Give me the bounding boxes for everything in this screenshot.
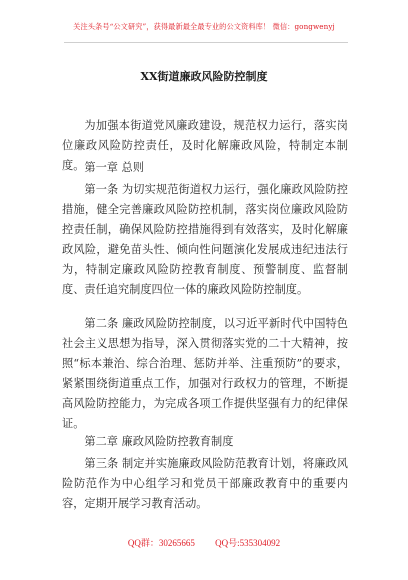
article-2-paragraph: 第二条 廉政风险防控制度，以习近平新时代中国特色社会主义思想为指导，深入贯彻落实党的二十大精神，按照“标本兼治、综合治理、惩防并举、注重预防”的要求，紧紧围绕街道重点工作，加强对行政权力的管理，不断提高风险防控能力，为完成各项工作提供坚强有力的纪律保证。 bbox=[62, 317, 348, 430]
document-title: XX街道廉政风险防控制度 bbox=[140, 70, 268, 83]
footer-qq-number: QQ号:535304092 bbox=[215, 538, 281, 548]
intro-paragraph: 为加强本街道党风廉政建设，规范权力运行，落实岗位廉政风险防控责任，及时化解廉政风险，特制定本制度。 bbox=[62, 119, 348, 172]
chapter-1-heading: 第一章 总则 bbox=[84, 161, 144, 174]
chapter-2-heading: 第二章 廉政风险防控教育制度 bbox=[84, 435, 234, 448]
header-divider bbox=[64, 42, 348, 43]
footer-qq-group: QQ群：30265665 bbox=[127, 538, 195, 548]
article-3-paragraph: 第三条 制定并实施廉政风险防范教育计划，将廉政风险防范作为中心组学习和党员干部廉政教育中的重要内容，定期开展学习教育活动。 bbox=[62, 457, 348, 510]
header-banner: 关注头条号“公文研究”，获得最新最全最专业的公文资料库！ 微信：gongwenyj bbox=[73, 22, 335, 31]
article-1-paragraph: 第一条 为切实规范街道权力运行，强化廉政风险防控措施，健全完善廉政风险防控机制，落实岗位廉政风险防控责任制，确保风险防控措施得到有效落实，及时化解廉政风险，避免苗头性、倾向性问题演化发展成违纪违法行为，特制定廉政风险防控教育制度、预警制度、监督制度、责任追究制度四位一体的廉政风险防控制度。 bbox=[62, 183, 348, 296]
footer-contact bbox=[0, 536, 408, 549]
